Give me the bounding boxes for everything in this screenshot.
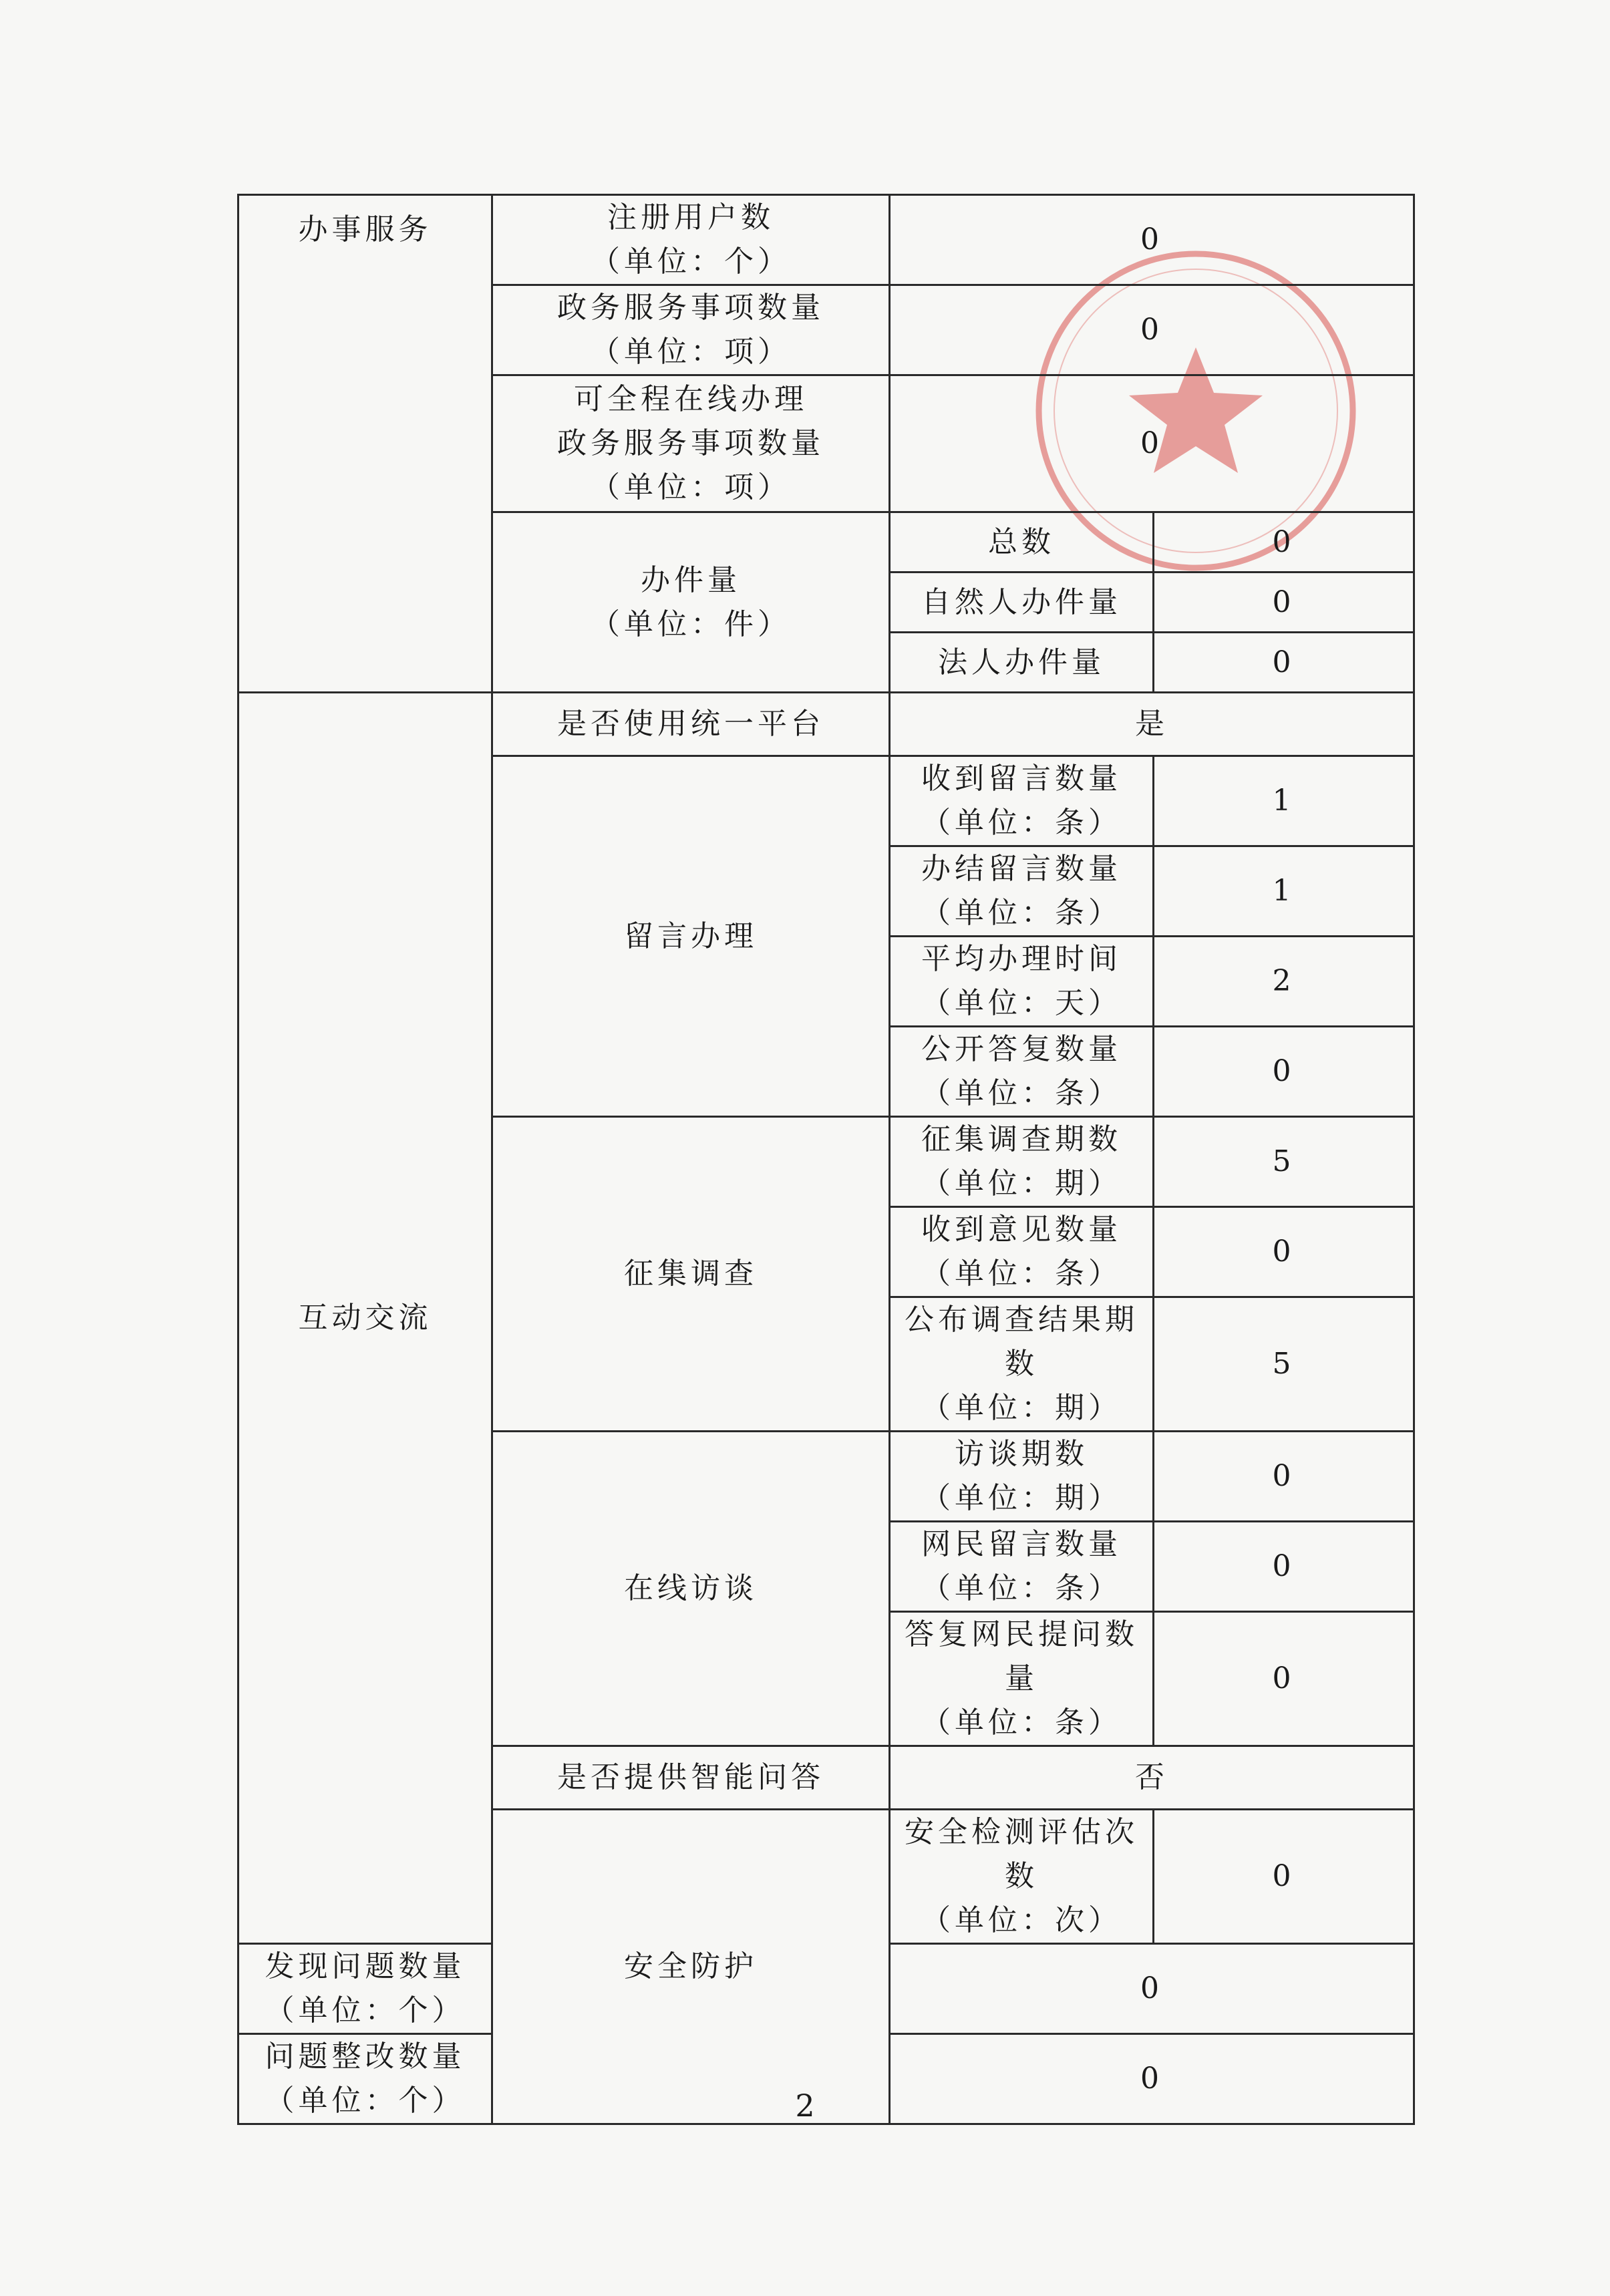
- registered-users-value: 0: [890, 195, 1414, 285]
- assessments-value: 0: [1154, 1810, 1414, 1944]
- page-number: 2: [795, 2088, 815, 2124]
- unified-platform-label: 是否使用统一平台: [492, 693, 890, 756]
- registered-users-label: 注册用户数 （单位：个）: [492, 195, 890, 285]
- messages-public-value: 0: [1154, 1027, 1414, 1117]
- interview-periods-label: 访谈期数 （单位：期）: [890, 1432, 1154, 1522]
- section-security: 安全防护: [492, 1810, 890, 2124]
- interview-answers-value: 0: [1154, 1612, 1414, 1746]
- interview-label: 在线访谈: [492, 1432, 890, 1746]
- service-items-label: 政务服务事项数量 （单位：项）: [492, 285, 890, 375]
- issues-found-value: 0: [890, 1944, 1414, 2034]
- messages-label: 留言办理: [492, 756, 890, 1117]
- survey-label: 征集调查: [492, 1117, 890, 1432]
- website-report-table: [237, 194, 1415, 2125]
- messages-received-label: 收到留言数量 （单位：条）: [890, 756, 1154, 846]
- messages-received-value: 1: [1154, 756, 1414, 846]
- survey-results-value: 5: [1154, 1297, 1414, 1432]
- service-items-value: 0: [890, 285, 1414, 375]
- issues-fixed-label: 问题整改数量 （单位：个）: [238, 2034, 492, 2124]
- survey-periods-label: 征集调查期数 （单位：期）: [890, 1117, 1154, 1207]
- online-items-label: 可全程在线办理 政务服务事项数量 （单位：项）: [492, 375, 890, 512]
- smart-qa-label: 是否提供智能问答: [492, 1746, 890, 1810]
- cases-natural-value: 0: [1154, 572, 1414, 633]
- cases-legal-label: 法人办件量: [890, 633, 1154, 693]
- survey-periods-value: 5: [1154, 1117, 1414, 1207]
- issues-found-label: 发现问题数量 （单位：个）: [238, 1944, 492, 2034]
- unified-platform-value: 是: [890, 693, 1414, 756]
- issues-fixed-value: 0: [890, 2034, 1414, 2124]
- smart-qa-value: 否: [890, 1746, 1414, 1810]
- cases-natural-label: 自然人办件量: [890, 572, 1154, 633]
- messages-avgtime-label: 平均办理时间 （单位：天）: [890, 937, 1154, 1027]
- cases-legal-value: 0: [1154, 633, 1414, 693]
- assessments-label: 安全检测评估次数 （单位：次）: [890, 1810, 1154, 1944]
- messages-closed-value: 1: [1154, 846, 1414, 937]
- interview-periods-value: 0: [1154, 1432, 1414, 1522]
- cases-label: 办件量 （单位：件）: [492, 512, 890, 693]
- survey-opinions-value: 0: [1154, 1207, 1414, 1297]
- online-items-value: 0: [890, 375, 1414, 512]
- cases-total-label: 总数: [890, 512, 1154, 572]
- interview-answers-label: 答复网民提问数量 （单位：条）: [890, 1612, 1154, 1746]
- survey-results-label: 公布调查结果期数 （单位：期）: [890, 1297, 1154, 1432]
- messages-avgtime-value: 2: [1154, 937, 1414, 1027]
- messages-closed-label: 办结留言数量 （单位：条）: [890, 846, 1154, 937]
- section-interaction: 互动交流: [238, 693, 492, 1944]
- interview-messages-label: 网民留言数量 （单位：条）: [890, 1522, 1154, 1612]
- cases-total-value: 0: [1154, 512, 1414, 572]
- section-service: 办事服务: [238, 195, 492, 693]
- interview-messages-value: 0: [1154, 1522, 1414, 1612]
- messages-public-label: 公开答复数量 （单位：条）: [890, 1027, 1154, 1117]
- survey-opinions-label: 收到意见数量 （单位：条）: [890, 1207, 1154, 1297]
